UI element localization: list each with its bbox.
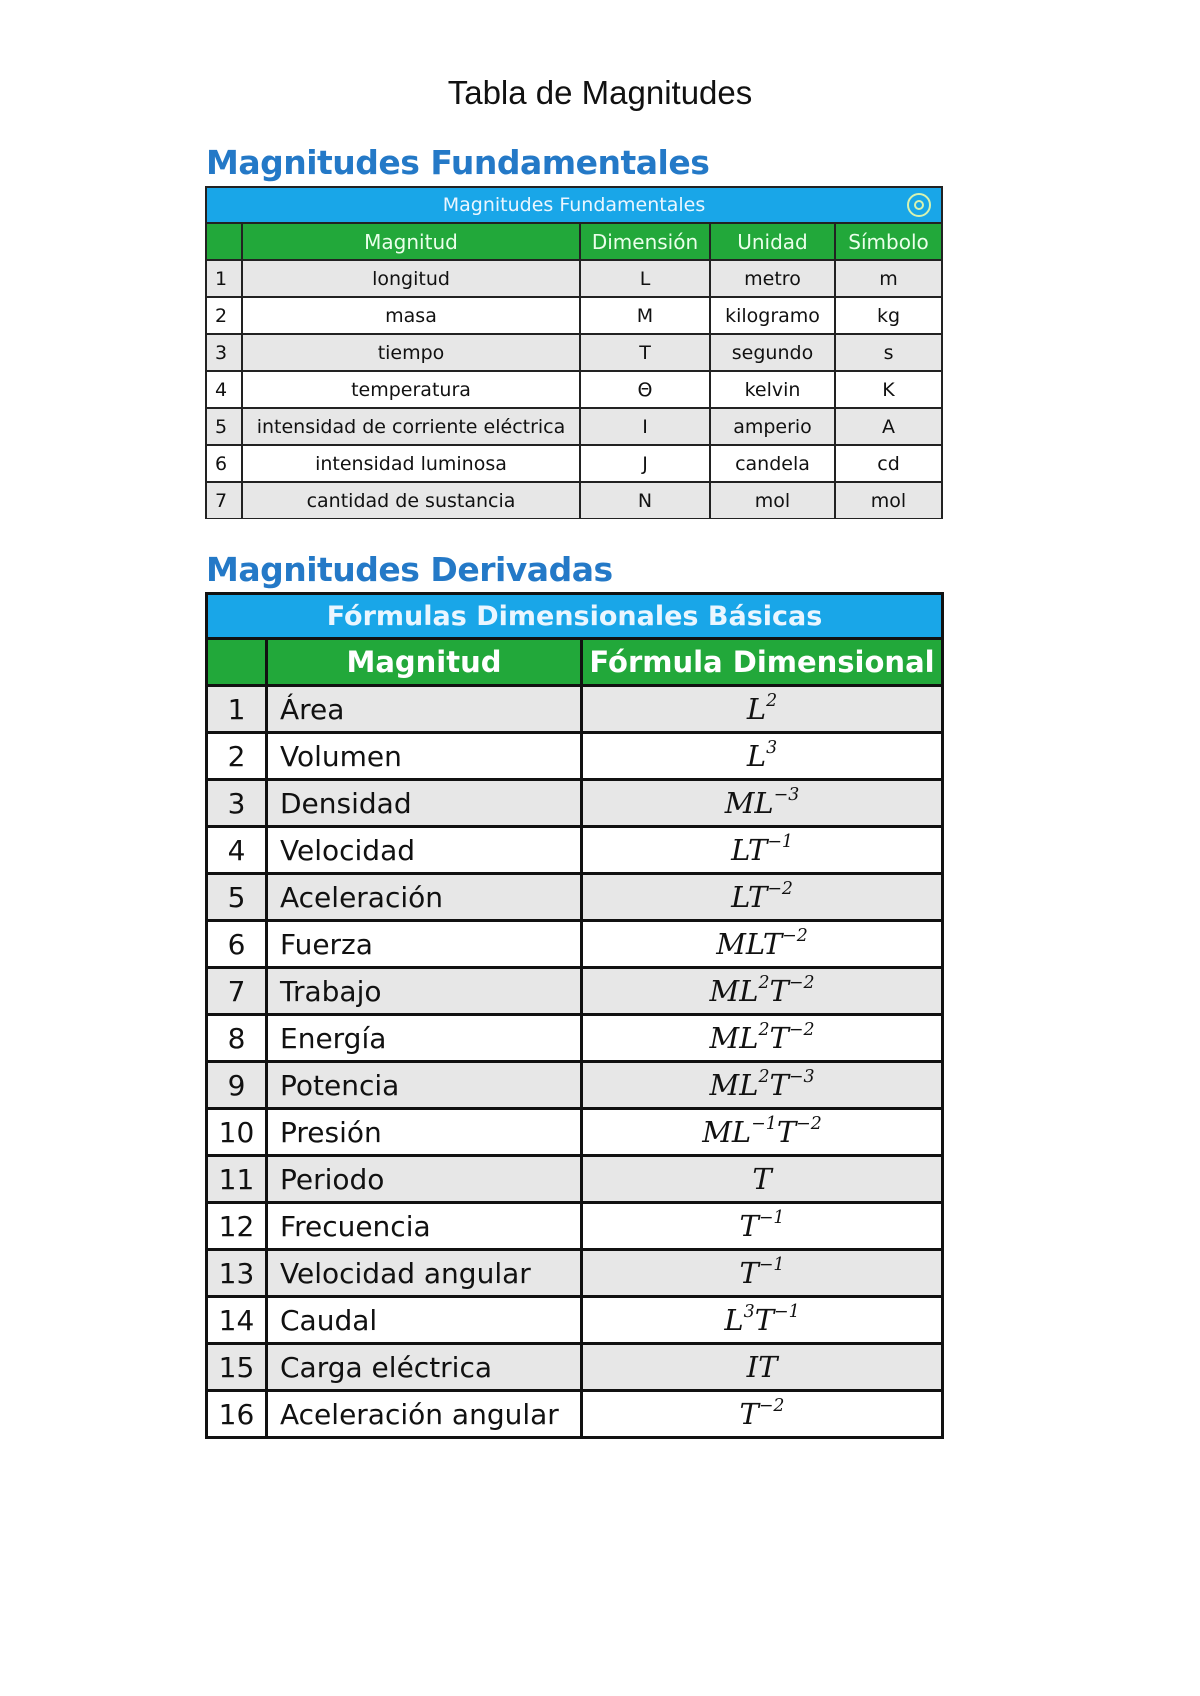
- formula-base: L: [745, 927, 763, 961]
- cell-magnitud: longitud: [242, 260, 580, 297]
- formula-exponent: −2: [782, 925, 808, 946]
- cell-formula: [582, 1344, 943, 1391]
- table-row: [206, 297, 942, 334]
- cell-unidad: metro: [710, 260, 835, 297]
- cell-dimension: I: [580, 408, 710, 445]
- cell-formula: [582, 1391, 943, 1438]
- row-number: 7: [206, 482, 242, 519]
- cell-unidad: kilogramo: [710, 297, 835, 334]
- row-number: 5: [207, 874, 267, 921]
- formula-base: T: [739, 1209, 759, 1243]
- cell-simbolo: A: [835, 408, 942, 445]
- formula-exponent: −1: [758, 1254, 785, 1275]
- table-derivadas: [205, 592, 944, 1439]
- formula-base: T: [739, 1256, 759, 1290]
- row-number: 12: [207, 1203, 267, 1250]
- formula-base: L: [731, 1115, 752, 1149]
- section-heading-fundamentales: Magnitudes Fundamentales: [206, 143, 710, 182]
- table-row: [207, 1109, 943, 1156]
- cell-dimension: N: [580, 482, 710, 519]
- page-title: Tabla de Magnitudes: [447, 74, 753, 111]
- cell-magnitud: Presión: [267, 1109, 582, 1156]
- table-row: [207, 921, 943, 968]
- cell-dimension: J: [580, 445, 710, 482]
- formula-exponent: −3: [788, 1066, 815, 1087]
- cell-unidad: kelvin: [710, 371, 835, 408]
- formula-base: T: [776, 1115, 797, 1149]
- cell-unidad: amperio: [710, 408, 835, 445]
- formula-base: L: [724, 1303, 744, 1337]
- column-header-simbolo: Símbolo: [835, 223, 942, 260]
- formula-base: T: [769, 1068, 789, 1102]
- row-number: 2: [206, 297, 242, 334]
- formula-exponent: −1: [751, 1113, 777, 1134]
- table-row: [207, 1344, 943, 1391]
- formula-base: L: [739, 1021, 759, 1055]
- row-number: 6: [207, 921, 267, 968]
- cell-magnitud: cantidad de sustancia: [242, 482, 580, 519]
- table-fundamentales: [205, 186, 943, 520]
- row-number: 13: [207, 1250, 267, 1297]
- cell-simbolo: mol: [835, 482, 942, 519]
- cell-magnitud: Caudal: [267, 1297, 582, 1344]
- cell-magnitud: Trabajo: [267, 968, 582, 1015]
- formula-base: L: [746, 739, 767, 773]
- cell-dimension: T: [580, 334, 710, 371]
- cell-magnitud: masa: [242, 297, 580, 334]
- formula-base: M: [709, 1021, 740, 1055]
- formula-base: I: [746, 1350, 759, 1384]
- formula-exponent: −2: [767, 878, 793, 899]
- cell-simbolo: s: [835, 334, 942, 371]
- table-row: [207, 827, 943, 874]
- table-row: [207, 1203, 943, 1250]
- cell-formula: [582, 1203, 943, 1250]
- table-row: [207, 968, 943, 1015]
- formula-exponent: −1: [774, 1301, 800, 1322]
- row-number: 10: [207, 1109, 267, 1156]
- table-row: [207, 1250, 943, 1297]
- column-header-number: [207, 639, 267, 686]
- table-row: [206, 482, 942, 519]
- formula-exponent: −2: [788, 972, 815, 993]
- cell-formula: [582, 1062, 943, 1109]
- formula-base: L: [731, 833, 748, 867]
- formula-base: M: [716, 927, 746, 961]
- formula-base: L: [739, 1068, 759, 1102]
- table-banner: [206, 187, 942, 223]
- cell-magnitud: intensidad luminosa: [242, 445, 580, 482]
- row-number: 4: [206, 371, 242, 408]
- table-row: [207, 733, 943, 780]
- row-number: 1: [207, 686, 267, 733]
- formula-base: T: [739, 1397, 759, 1431]
- cell-formula: [582, 1109, 943, 1156]
- cell-magnitud: temperatura: [242, 371, 580, 408]
- formula-exponent: 2: [758, 1066, 770, 1087]
- row-number: 4: [207, 827, 267, 874]
- cell-magnitud: Frecuencia: [267, 1203, 582, 1250]
- formula-exponent: −1: [758, 1207, 785, 1228]
- row-number: 15: [207, 1344, 267, 1391]
- cell-formula: [582, 686, 943, 733]
- cell-formula: [582, 733, 943, 780]
- formula-base: L: [739, 974, 759, 1008]
- cell-magnitud: Aceleración: [267, 874, 582, 921]
- formula-base: T: [762, 927, 783, 961]
- cell-magnitud: Carga eléctrica: [267, 1344, 582, 1391]
- cell-formula: [582, 827, 943, 874]
- formula-exponent: −3: [773, 784, 800, 805]
- formula-exponent: 2: [766, 690, 778, 711]
- row-number: 1: [206, 260, 242, 297]
- formula-exponent: −2: [788, 1019, 815, 1040]
- formula-exponent: 3: [766, 737, 778, 758]
- formula-exponent: −1: [767, 831, 793, 852]
- formula-base: M: [724, 786, 755, 820]
- row-number: 7: [207, 968, 267, 1015]
- cell-formula: [582, 874, 943, 921]
- cell-magnitud: Densidad: [267, 780, 582, 827]
- table-row: [206, 445, 942, 482]
- row-number: 3: [207, 780, 267, 827]
- formula-base: M: [709, 1068, 740, 1102]
- table-banner: Fórmulas Dimensionales Básicas: [207, 594, 943, 639]
- row-number: 8: [207, 1015, 267, 1062]
- cell-formula: [582, 968, 943, 1015]
- cell-formula: [582, 1015, 943, 1062]
- cell-dimension: Θ: [580, 371, 710, 408]
- formula-base: T: [752, 1162, 772, 1196]
- column-header-magnitud: Magnitud: [242, 223, 580, 260]
- logo-emblem-icon: [907, 193, 931, 217]
- formula-base: L: [746, 692, 767, 726]
- row-number: 11: [207, 1156, 267, 1203]
- cell-magnitud: Velocidad: [267, 827, 582, 874]
- cell-unidad: mol: [710, 482, 835, 519]
- column-header-dimension: Dimensión: [580, 223, 710, 260]
- table-banner-label: Magnitudes Fundamentales: [442, 194, 706, 216]
- cell-magnitud: Fuerza: [267, 921, 582, 968]
- formula-base: M: [709, 974, 740, 1008]
- formula-base: L: [731, 880, 748, 914]
- row-number: 2: [207, 733, 267, 780]
- column-header-formula: Fórmula Dimensional: [582, 639, 943, 686]
- row-number: 9: [207, 1062, 267, 1109]
- formula-base: T: [747, 880, 768, 914]
- formula-exponent: 3: [743, 1301, 755, 1322]
- column-header-magnitud: Magnitud: [267, 639, 582, 686]
- cell-simbolo: K: [835, 371, 942, 408]
- cell-formula: [582, 921, 943, 968]
- formula-base: T: [769, 974, 789, 1008]
- table-row: [206, 334, 942, 371]
- cell-unidad: segundo: [710, 334, 835, 371]
- cell-magnitud: Área: [267, 686, 582, 733]
- column-header-unidad: Unidad: [710, 223, 835, 260]
- formula-exponent: −2: [758, 1395, 785, 1416]
- formula-base: T: [754, 1303, 775, 1337]
- row-number: 16: [207, 1391, 267, 1438]
- cell-formula: [582, 1156, 943, 1203]
- cell-magnitud: Potencia: [267, 1062, 582, 1109]
- column-header-number: [206, 223, 242, 260]
- cell-magnitud: tiempo: [242, 334, 580, 371]
- cell-dimension: M: [580, 297, 710, 334]
- cell-magnitud: Energía: [267, 1015, 582, 1062]
- formula-base: T: [758, 1350, 778, 1384]
- cell-magnitud: Velocidad angular: [267, 1250, 582, 1297]
- cell-formula: [582, 1250, 943, 1297]
- formula-base: T: [747, 833, 768, 867]
- cell-unidad: candela: [710, 445, 835, 482]
- table-crop-edge: [203, 519, 945, 527]
- formula-base: L: [754, 786, 774, 820]
- cell-magnitud: Periodo: [267, 1156, 582, 1203]
- cell-simbolo: cd: [835, 445, 942, 482]
- table-row: [206, 260, 942, 297]
- table-row: [207, 1062, 943, 1109]
- row-number: 5: [206, 408, 242, 445]
- cell-formula: [582, 780, 943, 827]
- table-row: [207, 874, 943, 921]
- table-row: [207, 1156, 943, 1203]
- cell-simbolo: kg: [835, 297, 942, 334]
- table-row: [207, 1015, 943, 1062]
- cell-magnitud: Volumen: [267, 733, 582, 780]
- cell-magnitud: Aceleración angular: [267, 1391, 582, 1438]
- formula-exponent: −2: [796, 1113, 822, 1134]
- table-row: [206, 408, 942, 445]
- table-row: [206, 371, 942, 408]
- section-heading-derivadas: Magnitudes Derivadas: [206, 550, 613, 589]
- formula-base: T: [769, 1021, 789, 1055]
- cell-simbolo: m: [835, 260, 942, 297]
- formula-base: M: [702, 1115, 732, 1149]
- cell-formula: [582, 1297, 943, 1344]
- table-row: [207, 780, 943, 827]
- cell-magnitud: intensidad de corriente eléctrica: [242, 408, 580, 445]
- table-row: [207, 686, 943, 733]
- row-number: 14: [207, 1297, 267, 1344]
- row-number: 6: [206, 445, 242, 482]
- table-row: [207, 1391, 943, 1438]
- cell-dimension: L: [580, 260, 710, 297]
- table-row: [207, 1297, 943, 1344]
- formula-exponent: 2: [758, 972, 770, 993]
- row-number: 3: [206, 334, 242, 371]
- formula-exponent: 2: [758, 1019, 770, 1040]
